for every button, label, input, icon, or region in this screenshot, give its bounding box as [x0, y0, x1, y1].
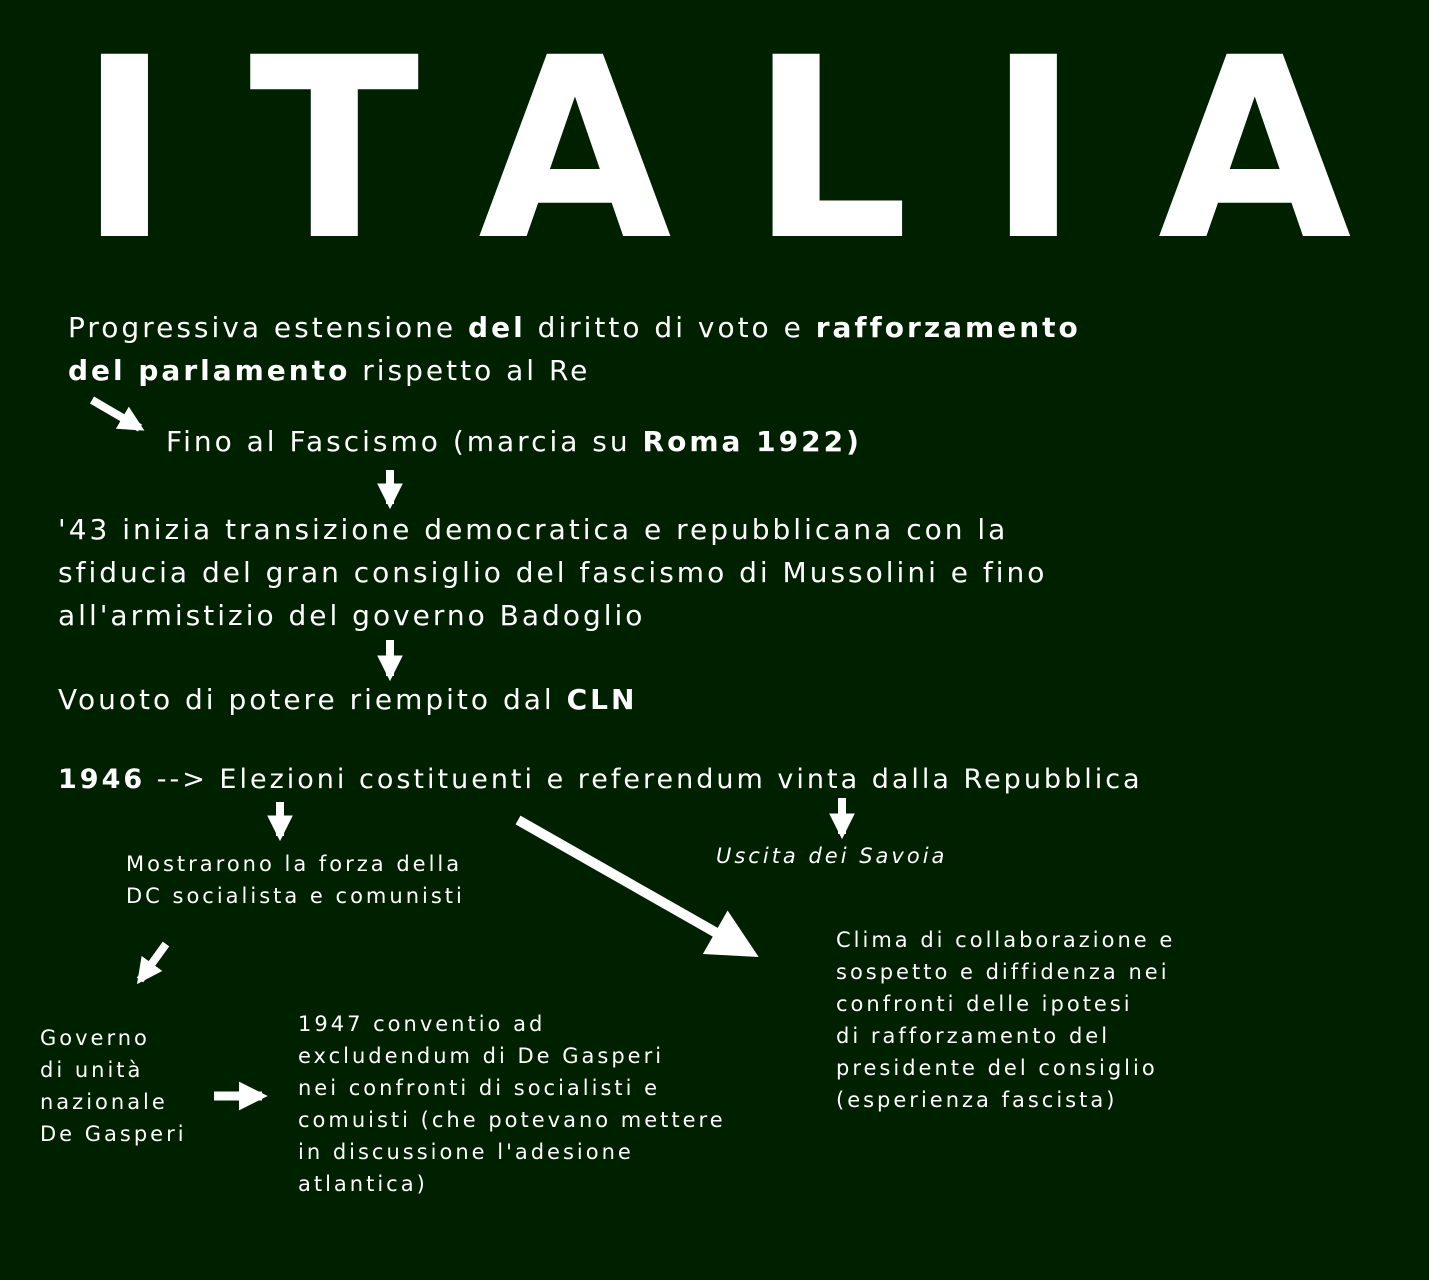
fascism-text-a: Fino al Fascismo (marcia su	[166, 425, 643, 458]
suffrage-text-c: diritto di voto e	[525, 311, 816, 344]
climate-line-3: confronti delle ipotesi	[836, 992, 1133, 1016]
exclusion-line-5: in discussione l'adesione	[298, 1140, 634, 1164]
dc-line-2: DC socialista e comunisti	[126, 884, 465, 908]
suffrage-text-d: rafforzamento	[815, 311, 1081, 344]
exclusion-line-6: atlantica)	[298, 1172, 428, 1196]
transition-line-1: '43 inizia transizione democratica e repubblicana con la	[58, 513, 1009, 546]
government-line-4: De Gasperi	[40, 1122, 187, 1146]
suffrage-text-e: del parlamento	[68, 354, 351, 387]
suffrage-text-b: del	[468, 311, 526, 344]
savoia-text: Uscita dei Savoia	[716, 844, 948, 868]
exclusion-line-2: excludendum di De Gasperi	[298, 1044, 665, 1068]
climate-line-6: (esperienza fascista)	[836, 1088, 1118, 1112]
elections-year: 1946	[58, 764, 146, 795]
climate-line-1: Clima di collaborazione e	[836, 928, 1176, 952]
exclusion-line-4: comuisti (che potevano mettere	[298, 1108, 726, 1132]
dc-line-1: Mostrarono la forza della	[126, 852, 463, 876]
arrow-suffrage-to-fascism	[92, 400, 140, 428]
page-title: ITALIA	[78, 4, 1429, 295]
elections-body: --> Elezioni costituenti e referendum vinta dalla Repubblica	[145, 764, 1143, 795]
exclusion-line-1: 1947 conventio ad	[298, 1012, 546, 1036]
cln-text-b: CLN	[566, 683, 638, 716]
suffrage-text-f: rispetto al Re	[350, 354, 591, 387]
fascism-text-b: Roma 1922)	[642, 425, 862, 458]
arrow-dc-to-government	[140, 944, 166, 980]
transition-line-2: sfiducia del gran consiglio del fascismo di Mussolini e fino	[58, 556, 1048, 589]
climate-line-2: sospetto e diffidenza nei	[836, 960, 1170, 984]
climate-line-4: di rafforzamento del	[836, 1024, 1111, 1048]
arrow-elections-to-climate	[518, 820, 750, 952]
government-line-2: di unità	[40, 1058, 144, 1082]
transition-line-3: all'armistizio del governo Badoglio	[58, 599, 646, 632]
suffrage-text-a: Progressiva estensione	[68, 311, 469, 344]
cln-text-a: Vouoto di potere riempito dal	[58, 683, 567, 716]
government-line-1: Governo	[40, 1026, 150, 1050]
government-line-3: nazionale	[40, 1090, 168, 1114]
climate-line-5: presidente del consiglio	[836, 1056, 1158, 1080]
exclusion-line-3: nei confronti di socialisti e	[298, 1076, 661, 1100]
